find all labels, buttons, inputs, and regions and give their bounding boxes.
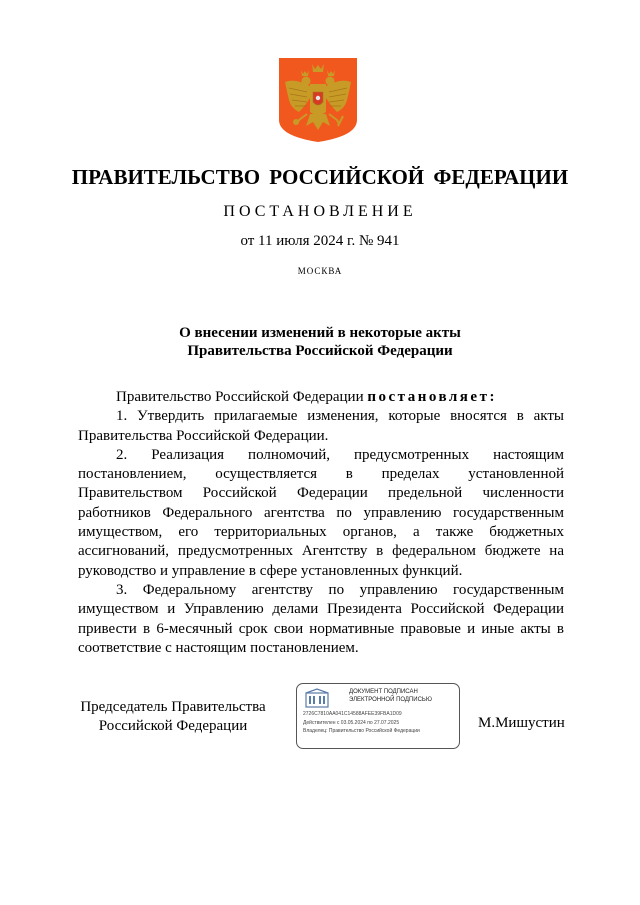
preamble-action: постановляет: (367, 389, 497, 405)
stamp-heading (349, 689, 449, 704)
stamp-heading-line-1: ДОКУМЕНТ ПОДПИСАН (349, 689, 418, 695)
preamble-subject: Правительство Российской Федерации (116, 389, 364, 405)
electronic-signature-stamp (296, 683, 460, 749)
preamble (78, 388, 564, 407)
building-icon (305, 688, 329, 708)
subject-line-2: Правительства Российской Федерации (187, 343, 453, 359)
stamp-validity: Действителен с 03.05.2024 по 27.07.2025 (303, 720, 400, 726)
subject-line-1: О внесении изменений в некоторые акты (179, 325, 461, 341)
organization-title: ПРАВИТЕЛЬСТВО РОССИЙСКОЙ ФЕДЕРАЦИИ (71, 165, 569, 189)
signatory-title (78, 698, 268, 736)
paragraph-1: 1. Утвердить прилагаемые изменения, которые вносятся в акты Правительства Российской Федерации. (78, 408, 564, 444)
stamp-certificate-number: 2726C7810AA041C14588AFEE39FBA1D09 (303, 711, 402, 717)
stamp-owner: Владелец: Правительство Российской Федерации (303, 728, 420, 734)
signatory-name: М.Мишустин (478, 715, 565, 731)
signatory-title-line-2: Российской Федерации (98, 718, 248, 734)
signatory-title-line-1: Председатель Правительства (80, 699, 266, 715)
stamp-heading-line-2: ЭЛЕКТРОННОЙ ПОДПИСЬЮ (349, 696, 432, 703)
document-body (78, 388, 564, 658)
document-type: ПОСТАНОВЛЕНИЕ (223, 203, 417, 220)
document-date-number: от 11 июля 2024 г. № 941 (240, 233, 400, 249)
paragraph-2: 2. Реализация полномочий, предусмотренных настоящим постановлением, осуществляется в пределах установленной Правительством Российской Федерации предельной численности работников Федерального агентства по управлению государственным имуществом, его территориальных органов, а также бюджетных ассигнований, предусмотренных Агентству в федеральном бюджете на руководство и управление в сфере установленных функций. (78, 446, 564, 579)
document-city: МОСКВА (297, 266, 343, 276)
document-subject (0, 324, 640, 360)
coat-of-arms-icon (277, 56, 359, 144)
paragraph-3: 3. Федеральному агентству по управлению государственным имуществом и Управлению делами Президента Российской Федерации привести в 6-месячный срок свои нормативные правовые и иные акты в соответствие с настоящим постановлением. (78, 581, 564, 656)
